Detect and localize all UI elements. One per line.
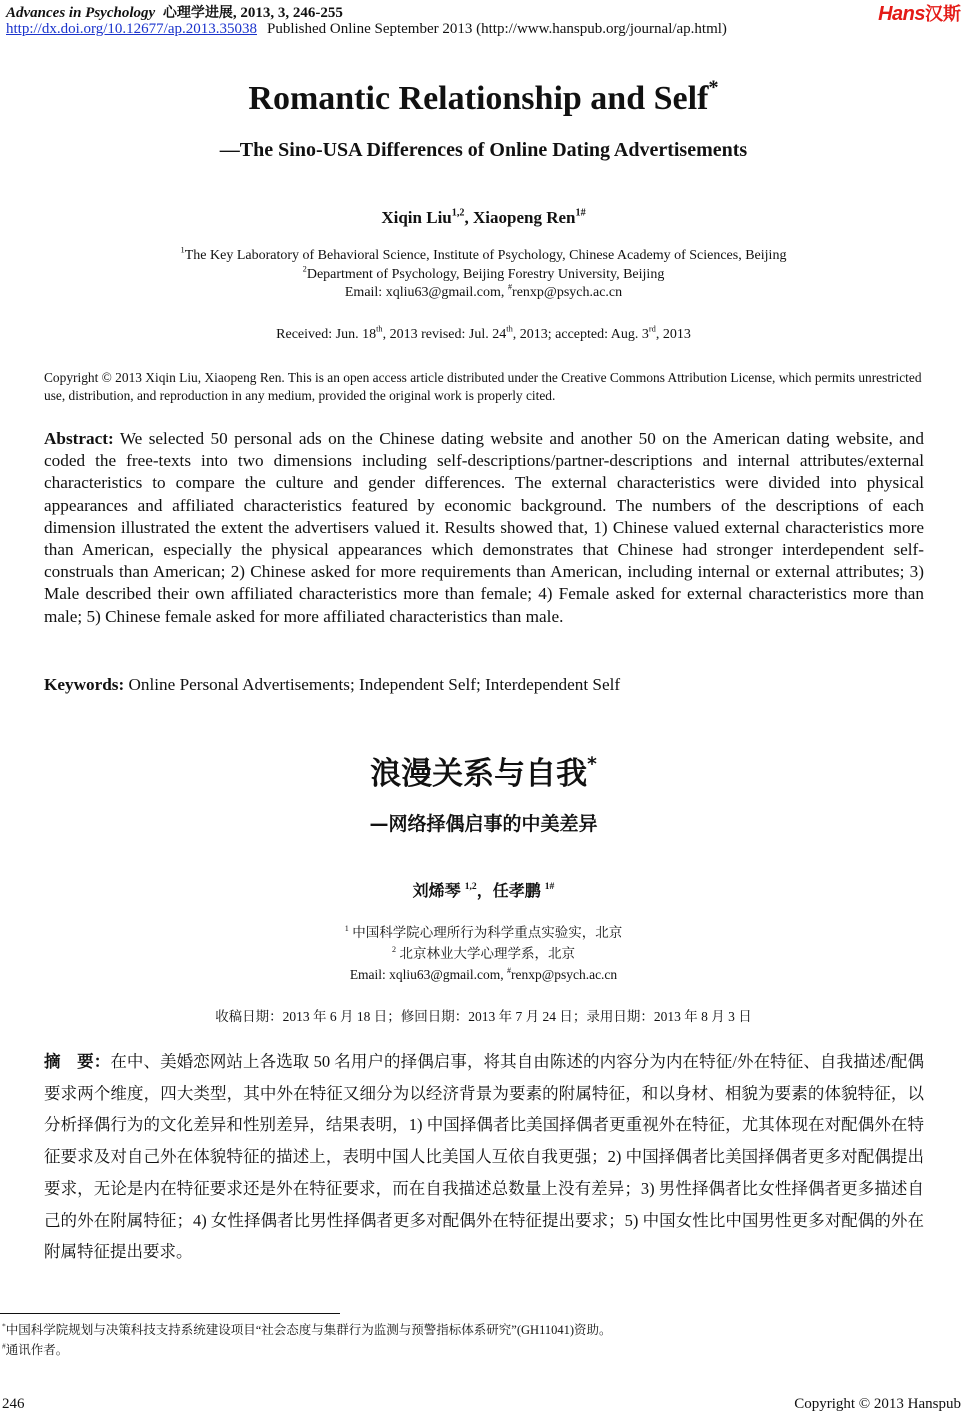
author-separator: ， (476, 883, 493, 900)
author-separator: , (464, 208, 473, 227)
affiliations (0, 247, 967, 303)
email-line (0, 964, 967, 985)
corresponding-mark: # (507, 282, 513, 292)
chinese-received-dates: 收稿日期：2013 年 6 月 18 日；修回日期：2013 年 7 月 24 日；录用日期：2013 年 8 月 3 日 (215, 1009, 752, 1024)
footnote-mark: * (2, 1321, 6, 1331)
email-text: Email: xqliu63@gmail.com, (344, 285, 508, 300)
footnote-text: 中国科学院规划与决策科技支持系统建设项目“社会态度与集群行为监测与预警指标体系研究”(GH11041)资助。 (5, 1323, 612, 1337)
journal-name-cn: 心理学进展 (162, 5, 233, 21)
chinese-subtitle: —网络择偶启事的中美差异 (369, 813, 598, 835)
affiliation-text: 北京林业大学心理学系，北京 (399, 946, 575, 961)
author-name: 任孝鹏 (492, 883, 541, 900)
chinese-affiliations (0, 922, 967, 985)
chinese-title (0, 748, 967, 793)
page-number: 246 (2, 1396, 25, 1412)
abstract-text: 在中、美婚恋网站上各选取 50 名用户的择偶启事，将其自由陈述的内容分为内在特征/外在特征、自我描述/配偶要求两个维度，四大类型，其中外在特征又细分为以经济背景为要素的附属特征，和以身材、相貌为要素的体貌特征，以分析择偶行为的文化差异和性别差异，结果表明，1) 中国择偶者比美国择偶者更重视外在特征，尤其体现在对配偶外在特征要求及对自己外在体貌特征的描述上，表明中国人比美国人互依自我更强；2) 中国择偶者比美国择偶者更多对配偶提出要求，无论是内在特征要求还是外在特征要求，而在自我描述总数量上没有差异；3) 男性择偶者比女性择偶者更多描述自己的外在附属特征；4) 女性择偶者比男性择偶者更多对配偶外在特征提出要求；5) 中国女性比中国男性更多对配偶的外在附属特征提出要求。 (44, 1052, 925, 1262)
chinese-abstract (44, 1046, 924, 1268)
date-text: , 2013 (655, 327, 691, 342)
abstract-label: Abstract: (44, 429, 114, 448)
affiliation-item (0, 266, 967, 285)
paper-title (0, 76, 967, 118)
paper-title-text: Romantic Relationship and Self (248, 80, 709, 117)
paper-subtitle: —The Sino-USA Differences of Online Dating Advertisements (219, 139, 748, 161)
footnote-divider (0, 1313, 340, 1314)
author-affiliation-mark: 1,2 (451, 207, 465, 219)
affiliation-mark: 1 (180, 245, 185, 255)
date-text: , 2013; accepted: Aug. 3 (512, 327, 649, 342)
email-line (0, 284, 967, 303)
doi-link[interactable]: http://dx.doi.org/10.12677/ap.2013.35038 (6, 21, 257, 37)
title-footnote-mark: * (708, 76, 719, 99)
author-affiliation-mark: 1# (544, 880, 555, 892)
author-name: 刘烯琴 (412, 883, 461, 900)
hanspub-logo (878, 0, 961, 26)
affiliation-mark: 1 (344, 923, 349, 933)
author-name: Xiqin Liu (381, 208, 452, 227)
affiliation-mark: 2 (302, 264, 307, 274)
affiliation-text: The Key Laboratory of Behavioral Science, Institute of Psychology, Chinese Academy of Sciences, Beijing (184, 248, 787, 263)
affiliation-text: Department of Psychology, Beijing Forestry University, Beijing (306, 266, 665, 282)
author-affiliation-mark: 1# (575, 207, 586, 219)
received-dates (0, 324, 967, 343)
english-abstract (44, 428, 924, 628)
author-name: Xiaopeng Ren (472, 208, 576, 227)
email-text: renxp@psych.ac.cn (512, 285, 623, 300)
ordinal-suffix: rd (648, 324, 656, 334)
footnote-corresponding (2, 1340, 68, 1358)
journal-header (6, 2, 343, 22)
affiliation-item (0, 922, 967, 943)
date-text: , 2013 revised: Jul. 24 (382, 327, 507, 342)
affiliation-mark: 2 (392, 944, 397, 954)
affiliation-item (0, 943, 967, 964)
ordinal-suffix: th (376, 324, 383, 334)
corresponding-mark: # (506, 965, 512, 975)
logo-text-cn: 汉斯 (925, 4, 961, 25)
author-affiliation-mark: 1,2 (464, 880, 477, 892)
volume-info: , 2013, 3, 246-255 (232, 5, 343, 21)
abstract-label: 摘 要： (44, 1052, 111, 1071)
journal-name: Advances in Psychology (6, 5, 156, 21)
keywords-text: Online Personal Advertisements; Independent Self; Interdependent Self (128, 675, 621, 694)
email-text: Email: xqliu63@gmail.com, (349, 967, 507, 982)
ordinal-suffix: th (506, 324, 513, 334)
chinese-title-text: 浪漫关系与自我 (370, 756, 588, 792)
date-text: Received: Jun. 18 (276, 327, 377, 342)
keywords-label: Keywords: (44, 675, 125, 694)
logo-text: Hans (878, 3, 925, 25)
chinese-author-list (0, 878, 967, 901)
affiliation-text: 中国科学院心理所行为科学重点实验实，北京 (352, 925, 623, 940)
doi-line (6, 21, 727, 38)
footnote-funding (2, 1320, 612, 1338)
email-text: renxp@psych.ac.cn (511, 967, 618, 982)
footnote-mark: # (2, 1341, 6, 1351)
footnote-text: 通讯作者。 (5, 1343, 69, 1357)
footer-copyright: Copyright © 2013 Hanspub (794, 1396, 961, 1412)
title-footnote-mark: * (587, 754, 597, 776)
english-keywords (44, 674, 924, 696)
author-list (0, 208, 967, 228)
abstract-text: We selected 50 personal ads on the Chinese dating website and another 50 on the American dating website, and coded the free-texts into two dimensions including self-descriptions/partner-descriptions and internal attributes/external characteristics to compare the culture and gender differences. The external characteristics were divided into physical appearances and affiliated characteristics featured by economic background. The numbers of the descriptions of each dimension illustrated the extent the advertisers valued it. Results showed that, 1) Chinese valued external characteristics more than American, especially the physical appearances which demonstrates that Chinese had stronger interdependent self-construals than American; 2) Chinese asked for more requirements than American, including internal or external attributes; 3) Male described their own affiliated characteristics more than female; 4) Female asked for external characteristics more than male; 5) Chinese female asked for more affiliated characteristics than male. (44, 429, 924, 626)
copyright-notice: Copyright © 2013 Xiqin Liu, Xiaopeng Ren. This is an open access article distributed under the Creative Commons Attribution License, which permits unrestricted use, distribution, and reproduction in any medium, provided the original work is properly cited. (44, 370, 922, 403)
affiliation-item (0, 247, 967, 266)
published-note: Published Online September 2013 (http://www.hanspub.org/journal/ap.html) (266, 21, 727, 37)
